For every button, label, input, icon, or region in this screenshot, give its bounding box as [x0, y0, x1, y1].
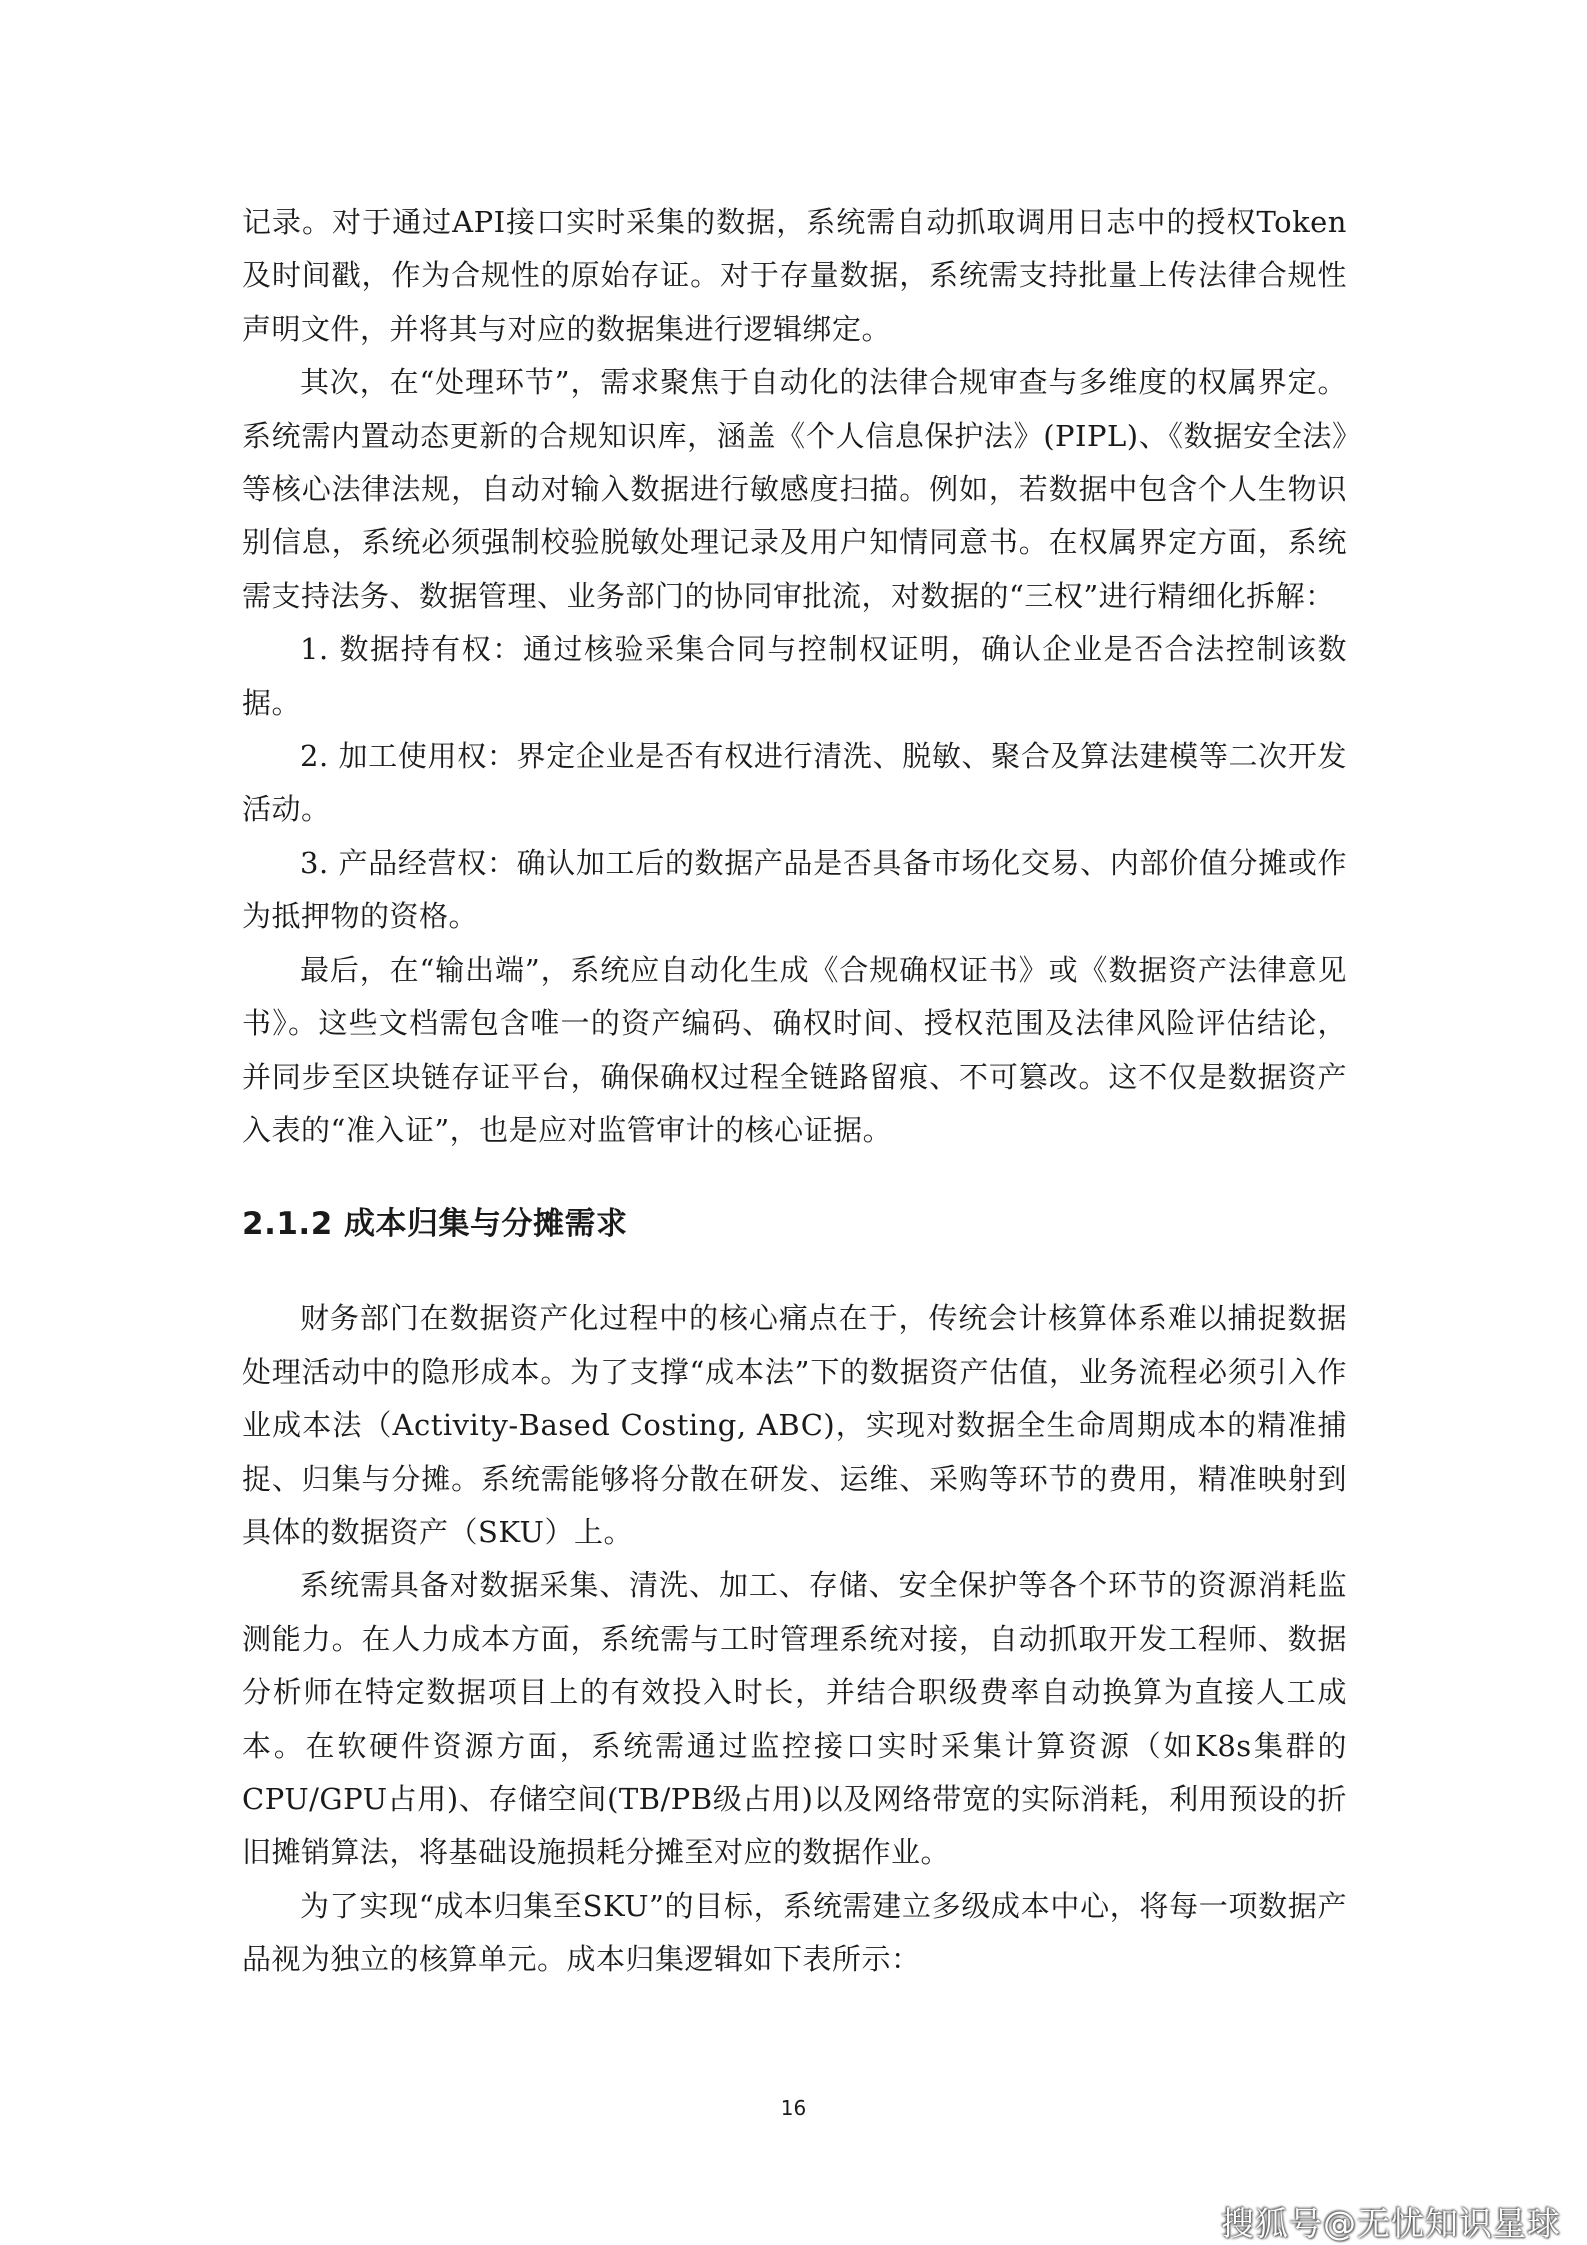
paragraph-cost-center: 为了实现“成本归集至SKU”的目标，系统需建立多级成本中心，将每一项数据产品视为独立的核算单元。成本归集逻辑如下表所示：: [242, 1888, 1347, 1977]
section-heading: 2.1.2 成本归集与分摊需求: [242, 1206, 628, 1243]
paragraph-finance-pain-point: 财务部门在数据资产化过程中的核心痛点在于，传统会计核算体系难以捕捉数据处理活动中的隐形成本。为了支撑“成本法”下的数据资产估值，业务流程必须引入作业成本法（Activity-Based Costing, ABC)，实现对数据全生命周期成本的精准捕捉、归集与分摊。系统需能够将分散在研发、运维、采购等环节的费用，精准映射到具体的数据资产（SKU）上。: [242, 1301, 1347, 1549]
list-item-processing-use-right: 2. 加工使用权：界定企业是否有权进行清洗、脱敏、聚合及算法建模等二次开发活动。: [242, 739, 1347, 827]
paragraph-output-stage: 最后，在“输出端”，系统应自动化生成《合规确权证书》或《数据资产法律意见书》。这些文档需包含唯一的资产编码、确权时间、授权范围及法律风险评估结论，并同步至区块链存证平台，确保确权过程全链路留痕、不可篡改。这不仅是数据资产入表的“准入证”，也是应对监管审计的核心证据。: [242, 952, 1347, 1147]
list-item-product-operation-right: 3. 产品经营权：确认加工后的数据产品是否具备市场化交易、内部价值分摊或作为抵押物的资格。: [242, 845, 1347, 934]
page-body: [242, 196, 1347, 1987]
page-number: 16: [780, 2096, 807, 2120]
paragraph-processing-stage: 其次，在“处理环节”，需求聚焦于自动化的法律合规审查与多维度的权属界定。系统需内置动态更新的合规知识库，涵盖《个人信息保护法》(PIPL)、《数据安全法》等核心法律法规，自动对输入数据进行敏感度扫描。例如，若数据中包含个人生物识别信息，系统必须强制校验脱敏处理记录及用户知情同意书。在权属界定方面，系统需支持法务、数据管理、业务部门的协同审批流，对数据的“三权”进行精细化拆解：: [242, 365, 1347, 613]
paragraph-resource-monitoring: 系统需具备对数据采集、清洗、加工、存储、安全保护等各个环节的资源消耗监测能力。在人力成本方面，系统需与工时管理系统对接，自动抓取开发工程师、数据分析师在特定数据项目上的有效投入时长，并结合职级费率自动换算为直接人工成本。在软硬件资源方面，系统需通过监控接口实时采集计算资源（如K8s集群的CPU/GPU占用)、存储空间(TB/PB级占用)以及网络带宽的实际消耗，利用预设的折旧摊销算法，将基础设施损耗分摊至对应的数据作业。: [242, 1568, 1347, 1870]
paragraph-continuation: 记录。对于通过API接口实时采集的数据，系统需自动抓取调用日志中的授权Token及时间戳，作为合规性的原始存证。对于存量数据，系统需支持批量上传法律合规性声明文件，并将其与对应的数据集进行逻辑绑定。: [242, 205, 1347, 346]
watermark: 搜狐号@无忧知识星球: [1221, 2204, 1561, 2243]
list-item-data-holding-right: 1. 数据持有权：通过核验采集合同与控制权证明，确认企业是否合法控制该数据。: [242, 632, 1347, 720]
